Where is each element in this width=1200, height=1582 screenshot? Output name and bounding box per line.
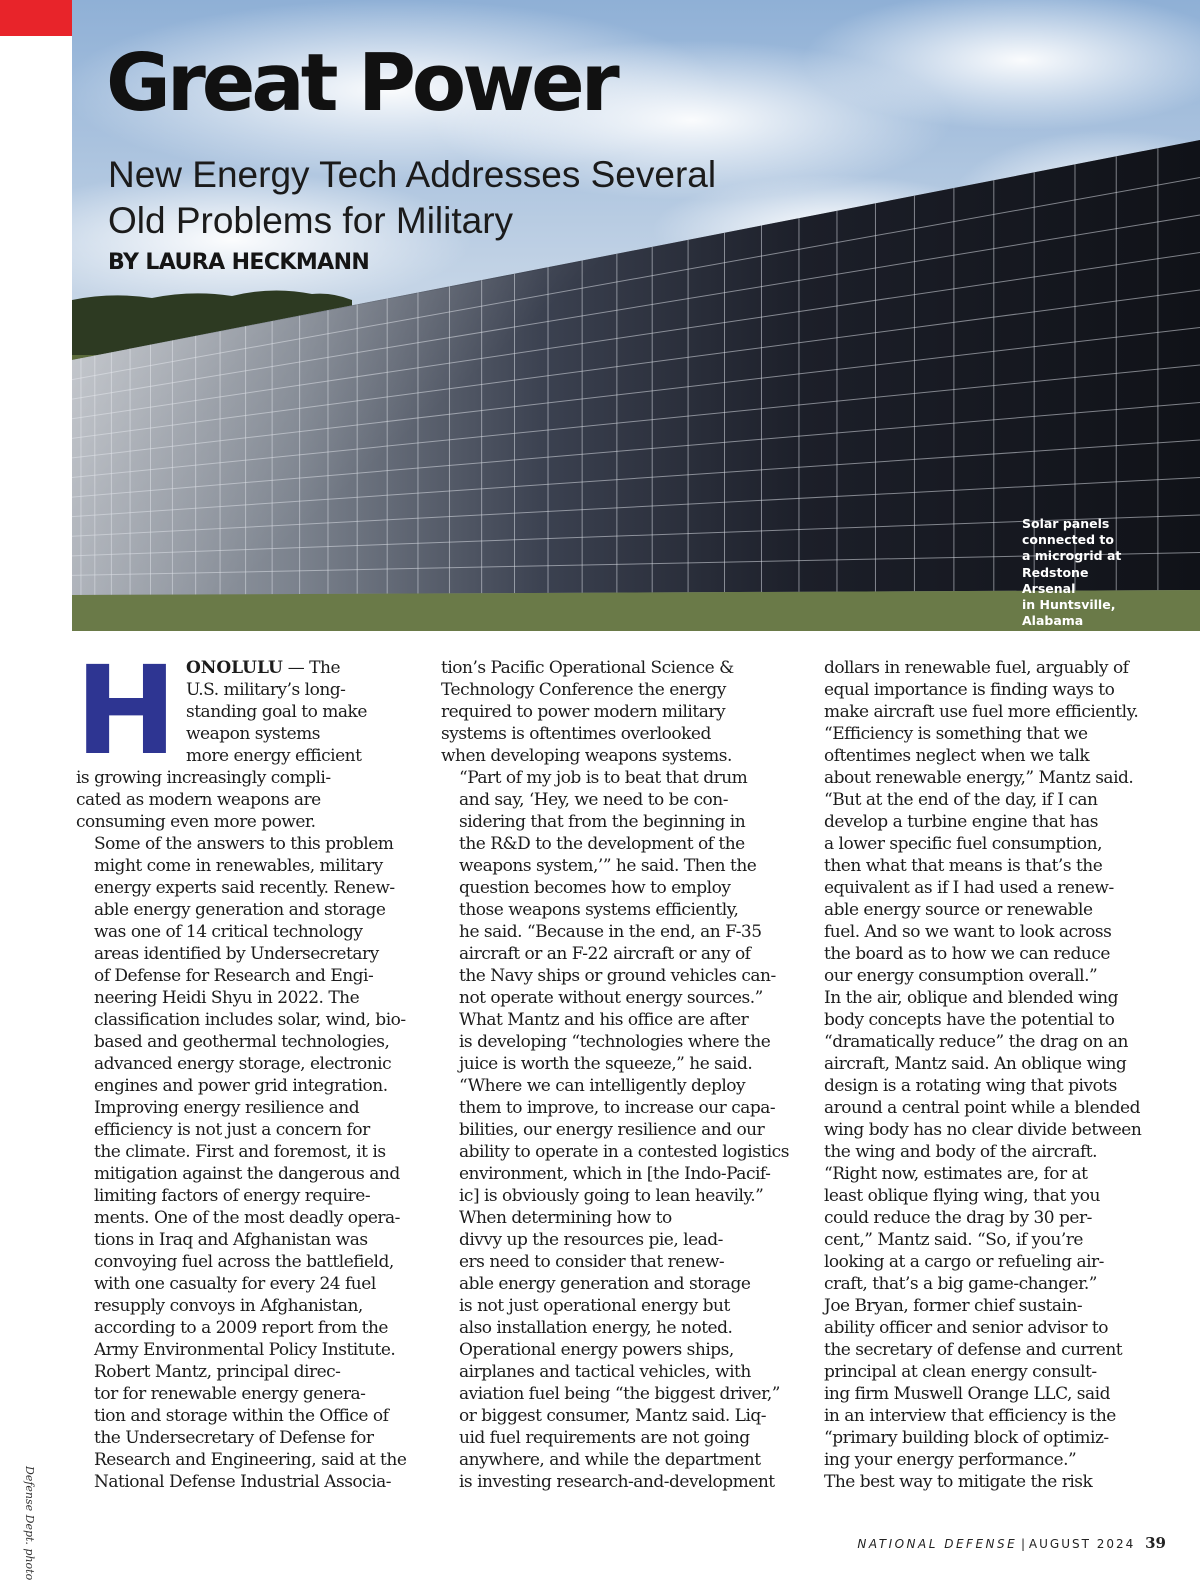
- text-line: The best way to mitigate the risk: [824, 1472, 1093, 1492]
- issue-date: AUGUST 2024: [1028, 1537, 1136, 1551]
- text-line: and say, ‘Hey, we need to be con-: [459, 790, 728, 810]
- text-line: the Navy ships or ground vehicles can-: [459, 966, 776, 986]
- text-line: craft, that’s a big game-changer.”: [824, 1274, 1097, 1294]
- text-line: the climate. First and foremost, it is: [94, 1142, 386, 1162]
- text-line: advanced energy storage, electronic: [94, 1054, 392, 1074]
- text-line: tion’s Pacific Operational Science &: [441, 658, 734, 678]
- paragraph: [76, 833, 408, 1097]
- text-line: classification includes solar, wind, bio-: [94, 1010, 406, 1030]
- paragraph: [441, 1207, 773, 1339]
- text-line: not operate without energy sources.”: [459, 988, 763, 1008]
- text-line: he said. “Because in the end, an F-35: [459, 922, 762, 942]
- photo-caption: [1022, 516, 1144, 629]
- text-line: Operational energy powers ships,: [459, 1340, 734, 1360]
- text-line: with one casualty for every 24 fuel: [94, 1274, 376, 1294]
- text-line: ing firm Muswell Orange LLC, said: [824, 1384, 1110, 1404]
- caption-line: connected to: [1022, 532, 1114, 548]
- paragraph: [806, 987, 1142, 1163]
- text-line: cated as modern weapons are: [76, 790, 321, 810]
- paragraph: [441, 657, 773, 767]
- text-line: is growing increasingly compli-: [76, 768, 331, 788]
- text-line: tion and storage within the Office of: [94, 1406, 389, 1426]
- text-line: body concepts have the potential to: [824, 1010, 1115, 1030]
- text-line: weapons system,’” he said. Then the: [459, 856, 757, 876]
- text-line: the Undersecretary of Defense for: [94, 1428, 374, 1448]
- text-line: equivalent as if I had used a renew-: [824, 878, 1114, 898]
- text-line: sidering that from the beginning in: [459, 812, 746, 832]
- text-line: those weapons systems efficiently,: [459, 900, 739, 920]
- text-line: Technology Conference the energy: [441, 680, 726, 700]
- text-line: aircraft or an F-22 aircraft or any of: [459, 944, 751, 964]
- text-line: environment, which in [the Indo-Pacif-: [459, 1164, 771, 1184]
- text-line: tions in Iraq and Afghanistan was: [94, 1230, 368, 1250]
- text-line: ing your energy performance.”: [824, 1450, 1077, 1470]
- lead-line-rest: — The: [282, 658, 341, 678]
- caption-line: Solar panels: [1022, 516, 1110, 531]
- article-title: Great Power: [106, 37, 616, 129]
- text-line: fuel. And so we want to look across: [824, 922, 1112, 942]
- text-line: equal importance is finding ways to: [824, 680, 1115, 700]
- text-line: “dramatically reduce” the drag on an: [824, 1032, 1128, 1052]
- text-line: “Where we can intelligently deploy: [459, 1076, 746, 1096]
- text-line: Research and Engineering, said at the: [94, 1450, 407, 1470]
- text-line: more energy efficient: [186, 746, 362, 766]
- caption-line: Alabama: [1022, 613, 1084, 629]
- paragraph: [441, 767, 776, 1009]
- text-line: able energy generation and storage: [94, 900, 386, 920]
- text-line: “But at the end of the day, if I can: [824, 790, 1098, 810]
- footer-separator: |: [1021, 1537, 1026, 1551]
- page-number: 39: [1145, 1534, 1166, 1552]
- text-line: ments. One of the most deadly opera-: [94, 1208, 400, 1228]
- paragraph: [806, 1163, 1138, 1295]
- text-line: U.S. military’s long-: [186, 680, 346, 700]
- text-line: Joe Bryan, former chief sustain-: [824, 1296, 1083, 1316]
- text-line: divvy up the resources pie, lead-: [459, 1230, 723, 1250]
- text-line: aviation fuel being “the biggest driver,”: [459, 1384, 780, 1404]
- text-line: areas identified by Undersecretary: [94, 944, 379, 964]
- text-line: tor for renewable energy genera-: [94, 1384, 366, 1404]
- paragraph: [806, 1471, 1138, 1493]
- text-line: when developing weapons systems.: [441, 746, 732, 766]
- article-subtitle: [108, 152, 716, 244]
- text-line: resupply convoys in Afghanistan,: [94, 1296, 363, 1316]
- text-line: Robert Mantz, principal direc-: [94, 1362, 341, 1382]
- text-line: anywhere, and while the department: [459, 1450, 761, 1470]
- text-line: looking at a cargo or refueling air-: [824, 1252, 1104, 1272]
- page-footer: [857, 1534, 1166, 1552]
- paragraph: [806, 1295, 1138, 1471]
- lead-word: ONOLULU: [186, 658, 283, 678]
- text-line: Improving energy resilience and: [94, 1098, 360, 1118]
- article-column-3: [806, 657, 1142, 1493]
- text-line: according to a 2009 report from the: [94, 1318, 388, 1338]
- text-line: When determining how to: [459, 1208, 672, 1228]
- caption-line: Redstone Arsenal: [1022, 564, 1089, 596]
- text-line: develop a turbine engine that has: [824, 812, 1098, 832]
- text-line: could reduce the drag by 30 per-: [824, 1208, 1092, 1228]
- text-line: able energy source or renewable: [824, 900, 1093, 920]
- text-line: make aircraft use fuel more efficiently.: [824, 702, 1139, 722]
- drop-cap-box: [75, 640, 183, 782]
- text-line: then what that means is that’s the: [824, 856, 1103, 876]
- text-line: standing goal to make: [186, 702, 367, 722]
- subtitle-line: Old Problems for Military: [108, 200, 514, 241]
- text-line: the R&D to the development of the: [459, 834, 745, 854]
- text-line: mitigation against the dangerous and: [94, 1164, 400, 1184]
- text-line: about renewable energy,” Mantz said.: [824, 768, 1134, 788]
- article-column-1: [75, 640, 408, 1493]
- text-line: weapon systems: [186, 724, 321, 744]
- text-line: airplanes and tactical vehicles, with: [459, 1362, 751, 1382]
- paragraph: [441, 1339, 780, 1493]
- section-color-tab: [0, 0, 72, 36]
- text-line: National Defense Industrial Associa-: [94, 1472, 392, 1492]
- text-line: convoying fuel across the battlefield,: [94, 1252, 394, 1272]
- paragraph: [76, 1097, 408, 1361]
- text-line: wing body has no clear divide between: [824, 1120, 1142, 1140]
- text-line: a lower specific fuel consumption,: [824, 834, 1103, 854]
- text-line: consuming even more power.: [76, 812, 316, 832]
- paragraph: [806, 723, 1138, 987]
- caption-line: a microgrid at: [1022, 548, 1122, 564]
- text-line: principal at clean energy consult-: [824, 1362, 1097, 1382]
- byline: BY LAURA HECKMANN: [108, 250, 370, 275]
- text-line: “primary building block of optimiz-: [824, 1428, 1109, 1448]
- text-line: was one of 14 critical technology: [94, 922, 363, 942]
- text-line: able energy generation and storage: [459, 1274, 751, 1294]
- text-line: the wing and body of the aircraft.: [824, 1142, 1098, 1162]
- text-line: the board as to how we can reduce: [824, 944, 1110, 964]
- text-line: In the air, oblique and blended wing: [824, 988, 1118, 1008]
- text-line: dollars in renewable fuel, arguably of: [824, 658, 1129, 678]
- photo-credit: Defense Dept. photo: [23, 1466, 36, 1581]
- text-line: ability to operate in a contested logistics: [459, 1142, 789, 1162]
- article-column-2: [441, 657, 789, 1493]
- text-line: design is a rotating wing that pivots: [824, 1076, 1117, 1096]
- text-line: ers need to consider that renew-: [459, 1252, 725, 1272]
- text-line: “Part of my job is to beat that drum: [459, 768, 748, 788]
- text-line: question becomes how to employ: [459, 878, 731, 898]
- text-line: efficiency is not just a concern for: [94, 1120, 370, 1140]
- paragraph: [76, 1361, 408, 1493]
- subtitle-line: New Energy Tech Addresses Several: [108, 154, 717, 195]
- drop-cap: H: [75, 640, 177, 782]
- text-line: in an interview that efficiency is the: [824, 1406, 1116, 1426]
- text-line: engines and power grid integration.: [94, 1076, 388, 1096]
- text-line: What Mantz and his office are after: [459, 1010, 749, 1030]
- text-line: around a central point while a blended: [824, 1098, 1140, 1118]
- text-line: is investing research-and-development: [459, 1472, 775, 1492]
- text-line: also installation energy, he noted.: [459, 1318, 733, 1338]
- text-line: the secretary of defense and current: [824, 1340, 1123, 1360]
- text-line: ability officer and senior advisor to: [824, 1318, 1108, 1338]
- text-line: based and geothermal technologies,: [94, 1032, 390, 1052]
- text-line: or biggest consumer, Mantz said. Liq-: [459, 1406, 767, 1426]
- text-line: our energy consumption overall.”: [824, 966, 1098, 986]
- caption-line: in Huntsville,: [1022, 597, 1116, 613]
- text-line: Some of the answers to this problem: [94, 834, 394, 854]
- text-line: neering Heidi Shyu in 2022. The: [94, 988, 360, 1008]
- text-line: ic] is obviously going to lean heavily.”: [459, 1186, 764, 1206]
- text-line: aircraft, Mantz said. An oblique wing: [824, 1054, 1127, 1074]
- paragraph: [806, 657, 1138, 723]
- text-line: oftentimes neglect when we talk: [824, 746, 1090, 766]
- text-line: of Defense for Research and Engi-: [94, 966, 374, 986]
- text-line: juice is worth the squeeze,” he said.: [459, 1054, 753, 1074]
- text-line: Army Environmental Policy Institute.: [94, 1340, 396, 1360]
- text-line: is developing “technologies where the: [459, 1032, 771, 1052]
- text-line: “Efficiency is something that we: [824, 724, 1088, 744]
- text-line: energy experts said recently. Renew-: [94, 878, 395, 898]
- publication-name: NATIONAL DEFENSE: [857, 1537, 1018, 1551]
- text-line: might come in renewables, military: [94, 856, 383, 876]
- text-line: systems is oftentimes overlooked: [441, 724, 711, 744]
- text-line: them to improve, to increase our capa-: [459, 1098, 776, 1118]
- paragraph: [441, 1009, 789, 1207]
- text-line: cent,” Mantz said. “So, if you’re: [824, 1230, 1083, 1250]
- text-line: is not just operational energy but: [459, 1296, 730, 1316]
- text-line: bilities, our energy resilience and our: [459, 1120, 765, 1140]
- text-line: “Right now, estimates are, for at: [824, 1164, 1088, 1184]
- text-line: limiting factors of energy require-: [94, 1186, 371, 1206]
- text-line: required to power modern military: [441, 702, 726, 722]
- text-line: uid fuel requirements are not going: [459, 1428, 750, 1448]
- text-line: least oblique flying wing, that you: [824, 1186, 1100, 1206]
